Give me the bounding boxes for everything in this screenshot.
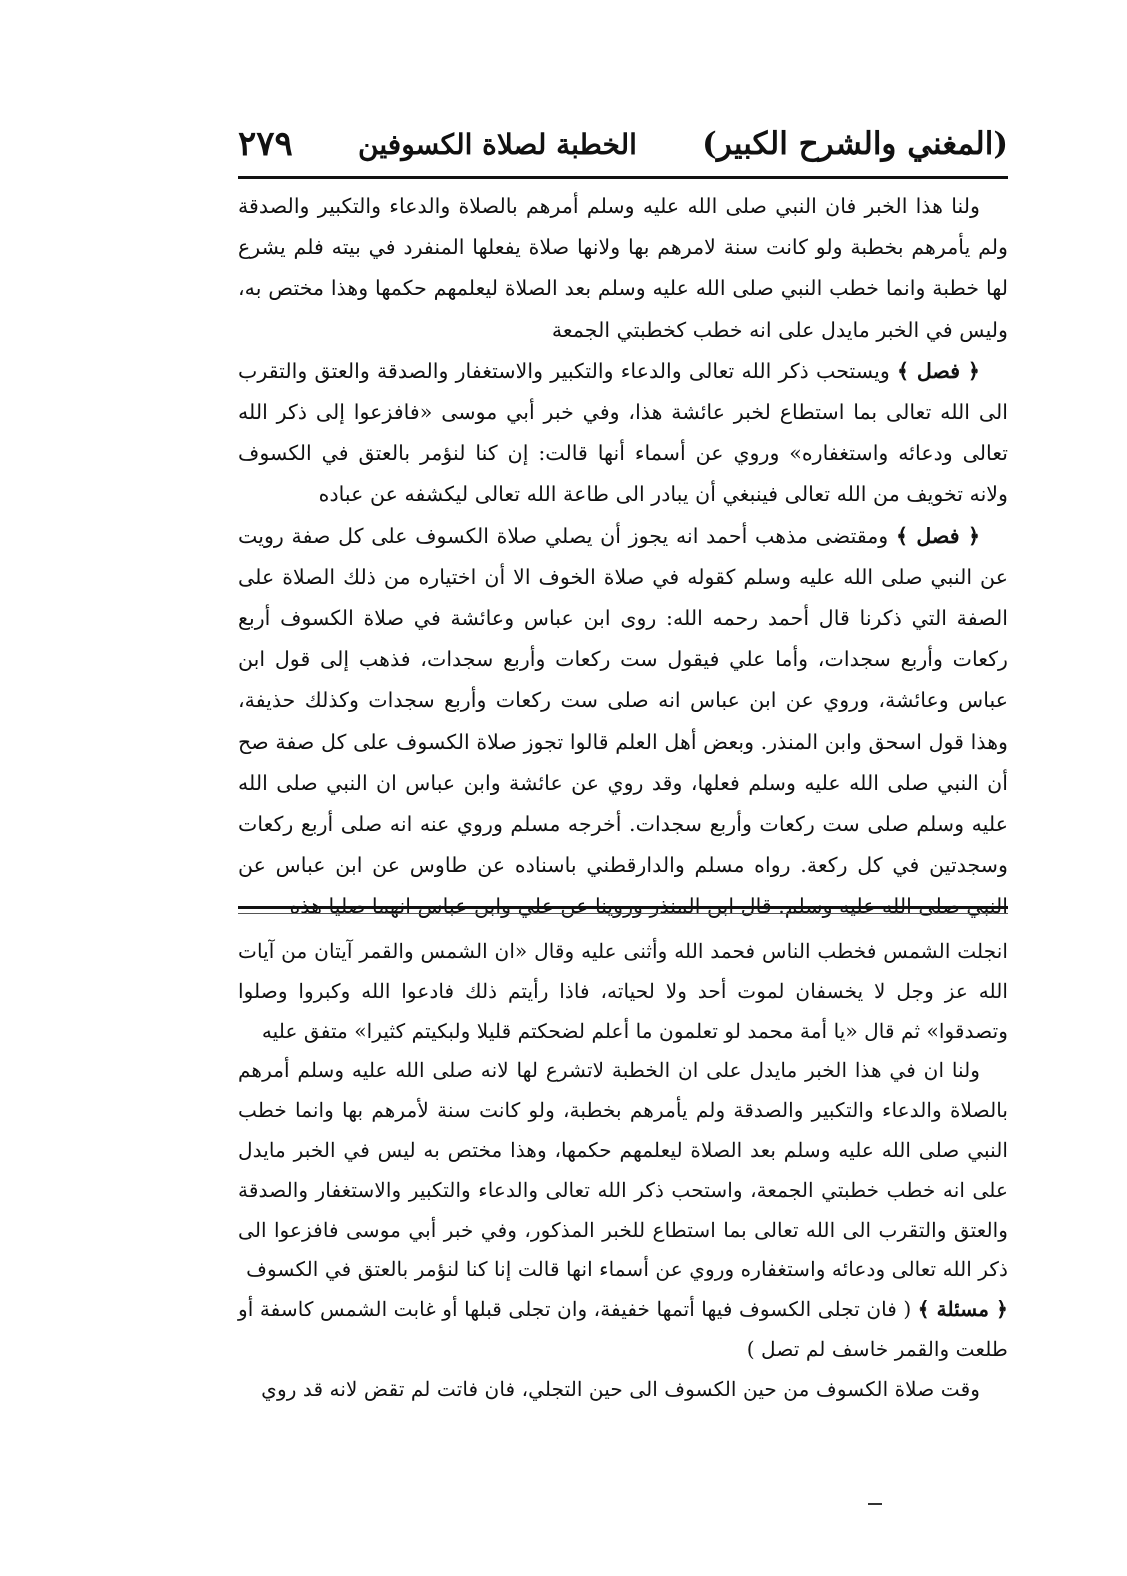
section-divider — [238, 906, 1008, 909]
page-number: ٢٧٩ — [238, 124, 293, 164]
catchword-mark — [868, 1503, 882, 1505]
section-divider-thin — [238, 913, 1008, 914]
issue-heading: ﴿ مسئلة ﴾ — [917, 1297, 1008, 1322]
lower-paragraph — [238, 1051, 1008, 1290]
book-title: (المغني والشرح الكبير) — [702, 126, 1008, 162]
header-rule — [238, 176, 1008, 179]
lower-paragraph — [238, 1290, 1008, 1370]
section-heading: ﴿ فصل ﴾ — [896, 358, 980, 383]
paragraph-body: انجلت الشمس فخطب الناس فحمد الله وأثنى عليه وقال «ان الشمس والقمر آيتان من آيات الله عز وجل لا يخسفان لموت أحد ولا لحياته، فاذا رأيتم ذلك فادعوا الله وكبروا وصلوا وتصدقوا» ثم قال «يا أمة محمد لو تعلمون ما أعلم لضحكتم قليلا ولبكيتم كثيرا» متفق عليه — [238, 939, 1008, 1043]
paragraph-body: وقت صلاة الكسوف من حين الكسوف الى حين التجلي، فان فاتت لم تقض لانه قد روي — [261, 1376, 980, 1401]
main-text — [238, 186, 1008, 928]
main-paragraph — [238, 351, 1008, 516]
section-heading: ﴿ فصل ﴾ — [895, 523, 981, 548]
lower-paragraph — [238, 1370, 1008, 1410]
paragraph-body: ويستحب ذكر الله تعالى والدعاء والتكبير والاستغفار والصدقة والعتق والتقرب الى الله تعالى بما استطاع لخبر عائشة هذا، وفي خبر أبي موسى «فافزعوا إلى ذكر الله تعالى ودعائه واستغفاره» وروي عن أسماء أنها قالت: إن كنا لنؤمر بالعتق في الكسوف ولانه تخويف من الله تعالى فينبغي أن يبادر الى طاعة الله تعالى ليكشفه عن عباده — [238, 358, 1008, 507]
lower-text — [238, 932, 1008, 1410]
paragraph-body: ومقتضى مذهب أحمد انه يجوز أن يصلي صلاة الكسوف على كل صفة رويت عن النبي صلى الله عليه وسلم كقوله في صلاة الخوف الا أن اختياره من ذلك الصلاة على الصفة التي ذكرنا قال أحمد رحمه الله: روى ابن عباس وعائشة في صلاة الكسوف أربع ركعات وأربع سجدات، وأما علي فيقول ست ركعات وأربع سجدات، فذهب إلى قول ابن عباس وعائشة، وروي عن ابن عباس انه صلى ست ركعات وأربع سجدات وكذلك حذيفة، وهذا قول اسحق وابن المنذر. وبعض أهل العلم قالوا تجوز صلاة الكسوف على كل صفة صح أن النبي صلى الله عليه وسلم فعلها، وقد روي عن عائشة وابن عباس ان النبي صلى الله عليه وسلم صلى ست ركعات وأربع سجدات. أخرجه مسلم وروي عنه انه صلى أربع ركعات وسجدتين في كل ركعة. رواه مسلم والدارقطني باسناده عن طاوس عن ابن عباس عن النبي صلى الله عليه وسلم. قال ابن المنذر وروينا عن علي وابن عباس انهما صليا هذه — [238, 523, 1008, 919]
paragraph-body: ( فان تجلى الكسوف فيها أتمها خفيفة، وان تجلى قبلها أو غابت الشمس كاسفة أو طلعت والقمر خاسف لم تصل ) — [238, 1297, 1008, 1361]
paragraph-body: ولنا هذا الخبر فان النبي صلى الله عليه وسلم أمرهم بالصلاة والدعاء والتكبير والصدقة ولم يأمرهم بخطبة ولو كانت سنة لامرهم بها ولانها صلاة يفعلها المنفرد في بيته فلم يشرع لها خطبة وانما خطب النبي صلى الله عليه وسلم بعد الصلاة ليعلمهم حكمها وهذا مختص به، وليس في الخبر مايدل على انه خطب كخطبتي الجمعة — [238, 194, 1008, 342]
chapter-title: الخطبة لصلاة الكسوفين — [358, 127, 637, 161]
paragraph-body: ولنا ان في هذا الخبر مايدل على ان الخطبة لاتشرع لها لانه صلى الله عليه وسلم أمرهم بالصلاة والدعاء والتكبير والصدقة ولم يأمرهم بخطبة، ولو كانت سنة لأمرهم بها وانما خطب النبي صلى الله عليه وسلم بعد الصلاة ليعلمهم حكمها، وهذا مختص به ليس في الخبر مايدل على انه خطب خطبتي الجمعة، واستحب ذكر الله تعالى والدعاء والتكبير والاستغفار والصدقة والعتق والتقرب الى الله تعالى بما استطاع للخبر المذكور، وفي خبر أبي موسى فافزعوا الى ذكر الله تعالى ودعائه واستغفاره وروي عن أسماء انها قالت إنا كنا لنؤمر بالعتق في الكسوف — [238, 1058, 1008, 1282]
lower-paragraph — [238, 932, 1008, 1051]
page-header — [238, 116, 1008, 172]
main-paragraph — [238, 186, 1008, 351]
main-paragraph — [238, 516, 1008, 928]
